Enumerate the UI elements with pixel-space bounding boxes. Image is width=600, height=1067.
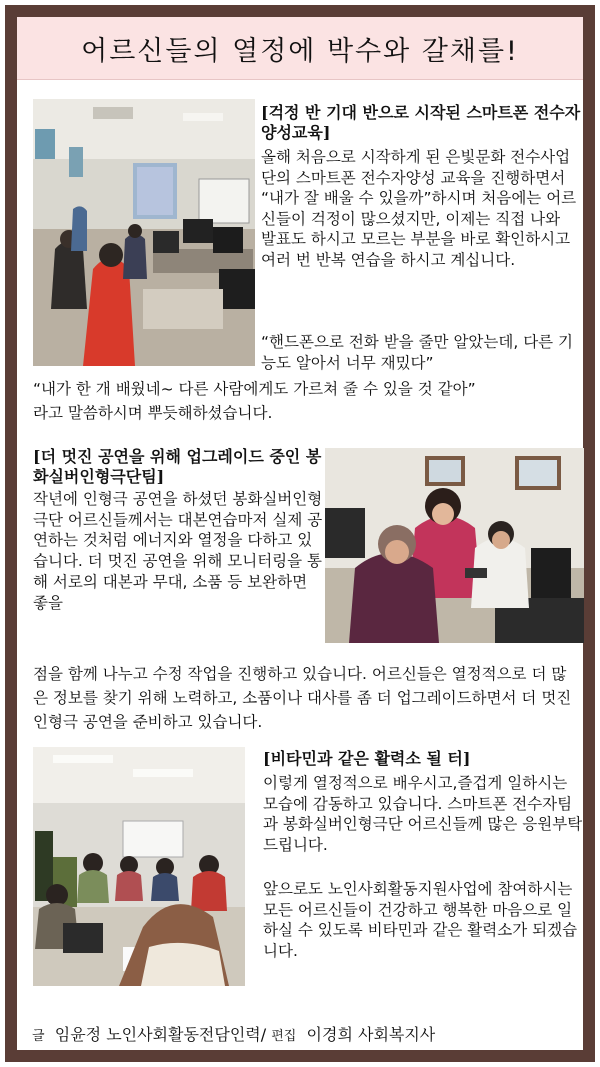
writer-label: 글	[32, 1029, 45, 1044]
editor-name: 이경희 사회복지사	[306, 1025, 436, 1044]
section2-body-continued: 점을 함께 나누고 수정 작업을 진행하고 있습니다. 어르신들은 열정적으로 더 많은 정보를 찾기 위해 노력하고, 소품이나 대사를 좀 더 업그레이드하면서 더 멋진 인형극 공연을 준비하고 있습니다.	[33, 665, 572, 731]
photo-puppet-troupe	[325, 448, 584, 643]
section1-quote1: “핸드폰으로 전화 받을 줄만 알았는데, 다른 기능도 알아서 너무 재밌다”	[261, 333, 574, 372]
newsletter-page	[17, 17, 583, 1050]
section1-quote2: “내가 한 개 배웠네~ 다른 사람에게도 가르쳐 줄 수 있을 것 같아”	[33, 380, 476, 398]
writer-name: 임윤정 노인사회활동전담인력/	[54, 1025, 267, 1044]
section3-header: [비타민과 같은 활력소 될 터]	[263, 749, 471, 768]
photo-group-workshop	[33, 747, 245, 986]
page-frame	[5, 5, 595, 1062]
section1-closing: 라고 말씀하시며 뿌듯해하셨습니다.	[33, 404, 273, 422]
section1-header: [걱정 반 기대 반으로 시작된 스마트폰 전수자 양성교육]	[261, 103, 581, 142]
title-banner	[17, 17, 583, 80]
section3-body2: 앞으로도 노인사회활동지원사업에 참여하시는 모든 어르신들이 건강하고 행복한 마음으로 일하실 수 있도록 비타민과 같은 활력소가 되겠습니다.	[263, 880, 578, 960]
section2-body: 작년에 인형극 공연을 하셨던 봉화실버인형극단 어르신들께서는 대본연습마저 실제 공연하는 것처럼 에너지와 열정을 다하고 있습니다. 더 멋진 공연을 위해 모니터링을 통해 서로의 대본과 무대, 소품 등 보완하면 좋을	[33, 490, 323, 612]
section1-body: 올해 처음으로 시작하게 된 은빛문화 전수사업단의 스마트폰 전수자양성 교육을 진행하면서 “내가 잘 배울 수 있을까”하시며 처음에는 어르신들이 걱정이 많으셨지만, 이제는 직접 나와 발표도 하시고 모르는 부분을 바로 확인하시고 여러 번 반복 연습을 하시고 계십니다.	[261, 148, 577, 269]
editor-label: 편집	[271, 1029, 297, 1044]
section2-header: [더 멋진 공연을 위해 업그레이드 중인 봉화실버인형극단팀]	[33, 447, 322, 486]
credits	[32, 1022, 435, 1045]
section3-body: 이렇게 열정적으로 배우시고,즐겁게 일하시는 모습에 감동하고 있습니다. 스마트폰 전수자팀과 봉화실버인형극단 어르신들께 많은 응원부탁드립니다.	[263, 774, 583, 854]
photo-smartphone-class	[33, 99, 255, 366]
page-title: 어르신들의 열정에 박수와 갈채를!	[81, 35, 519, 67]
